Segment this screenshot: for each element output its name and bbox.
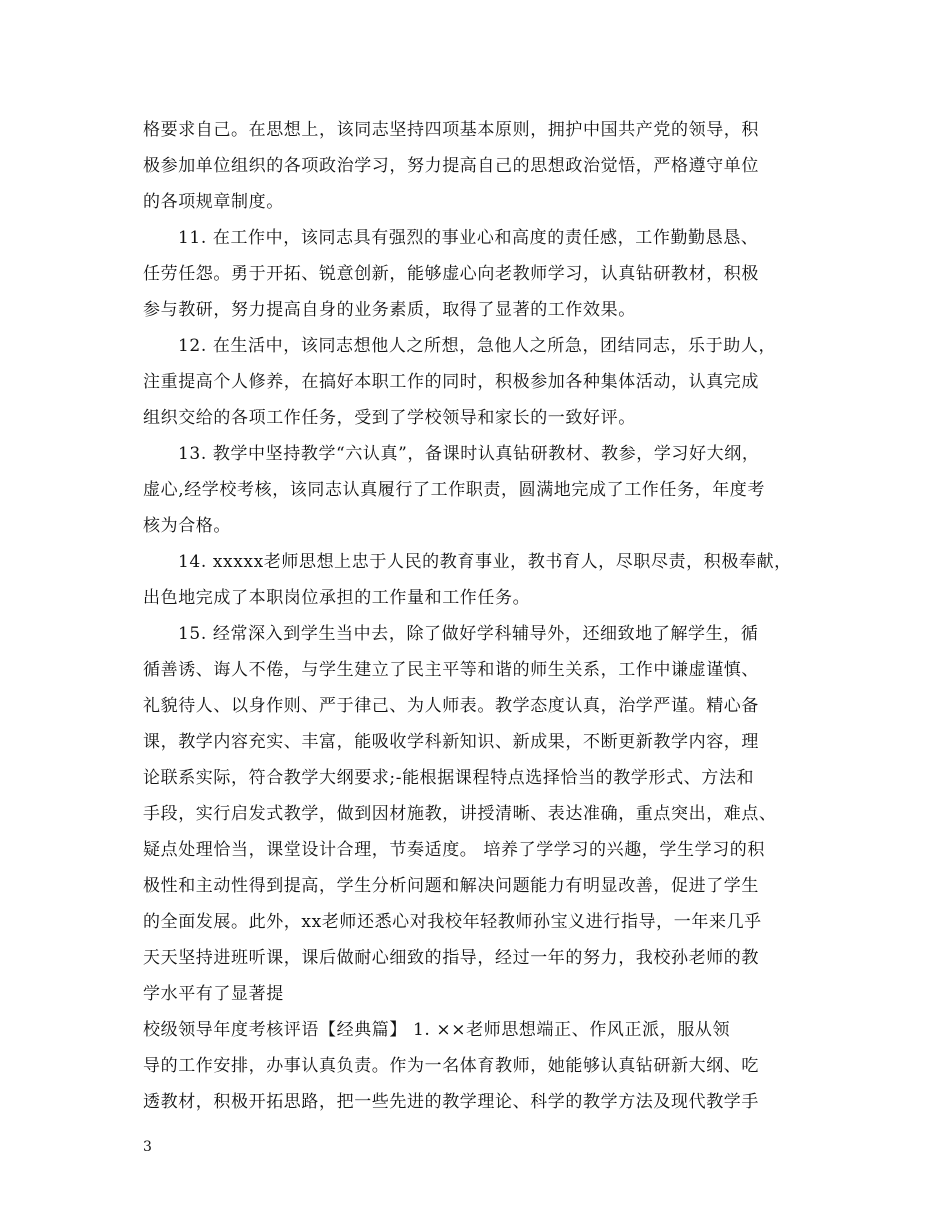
text-line: 透教材，积极开拓思路，把一些先进的教学理论、科学的教学方法及现代教学手: [143, 1092, 759, 1112]
text-line: 虚心,经学校考核，该同志认真履行了工作职责，圆满地完成了工作任务，年度考: [143, 480, 766, 500]
section-heading-line: 校级领导年度考核评语【经典篇】 1. ××老师思想端正、作风正派，服从领: [143, 1020, 731, 1040]
text-line: 出色地完成了本职岗位承担的工作量和工作任务。: [143, 588, 531, 608]
text-line: 课，教学内容充实、丰富，能吸收学科新知识、新成果，不断更新教学内容，理: [143, 732, 759, 752]
page-number: 3: [143, 1139, 152, 1155]
paragraph-12-start: 12. 在生活中，该同志想他人之所想，急他人之所急，团结同志，乐于助人，: [178, 336, 777, 356]
text-line: 注重提高个人修养，在搞好本职工作的同时，积极参加各种集体活动，认真完成: [143, 372, 759, 392]
text-line: 参与教研，努力提高自身的业务素质，取得了显著的工作效果。: [143, 300, 636, 320]
text-line: 极参加单位组织的各项政治学习，努力提高自己的思想政治觉悟，严格遵守单位: [143, 156, 759, 176]
paragraph-14-start: 14. xxxxx老师思想上忠于人民的教育事业，教书育人，尽职尽责，积极奉献，: [178, 552, 792, 572]
text-line: 礼貌待人、以身作则、严于律己、为人师表。教学态度认真，治学严谨。精心备: [143, 696, 759, 716]
text-line: 导的工作安排，办事认真负责。作为一名体育教师，她能够认真钻研新大纲、吃: [143, 1056, 759, 1076]
text-line: 循善诱、诲人不倦，与学生建立了民主平等和谐的师生关系，工作中谦虚谨慎、: [143, 660, 759, 680]
text-line: 核为合格。: [143, 516, 231, 536]
text-line: 疑点处理恰当，课堂设计合理，节奏适度。 培养了学学习的兴趣，学生学习的积: [143, 840, 766, 860]
text-line: 组织交给的各项工作任务，受到了学校领导和家长的一致好评。: [143, 408, 636, 428]
text-line: 论联系实际，符合教学大纲要求;-能根据课程特点选择恰当的教学形式、方法和: [143, 768, 755, 788]
text-line: 的全面发展。此外，xx老师还悉心对我校年轻教师孙宝义进行指导，一年来几乎: [143, 912, 762, 932]
text-line: 极性和主动性得到提高，学生分析问题和解决问题能力有明显改善，促进了学生: [143, 876, 759, 896]
paragraph-11-start: 11. 在工作中，该同志具有强烈的事业心和高度的责任感，工作勤勤恳恳、: [178, 228, 759, 248]
paragraph-13-start: 13. 教学中坚持教学“六认真”，备课时认真钻研教材、教参，学习好大纲，: [178, 444, 760, 464]
text-line: 格要求自己。在思想上，该同志坚持四项基本原则，拥护中国共产党的领导，积: [143, 120, 759, 140]
text-line: 任劳任怨。勇于开拓、锐意创新，能够虚心向老教师学习，认真钻研教材，积极: [143, 264, 759, 284]
text-line: 天天坚持进班听课，课后做耐心细致的指导，经过一年的努力，我校孙老师的教: [143, 948, 759, 968]
text-line: 学水平有了显著提: [143, 984, 284, 1004]
text-line: 手段，实行启发式教学，做到因材施教，讲授清晰、表达准确，重点突出，难点、: [143, 804, 777, 824]
paragraph-15-start: 15. 经常深入到学生当中去，除了做好学科辅导外，还细致地了解学生，循: [178, 624, 759, 644]
text-line: 的各项规章制度。: [143, 192, 284, 212]
